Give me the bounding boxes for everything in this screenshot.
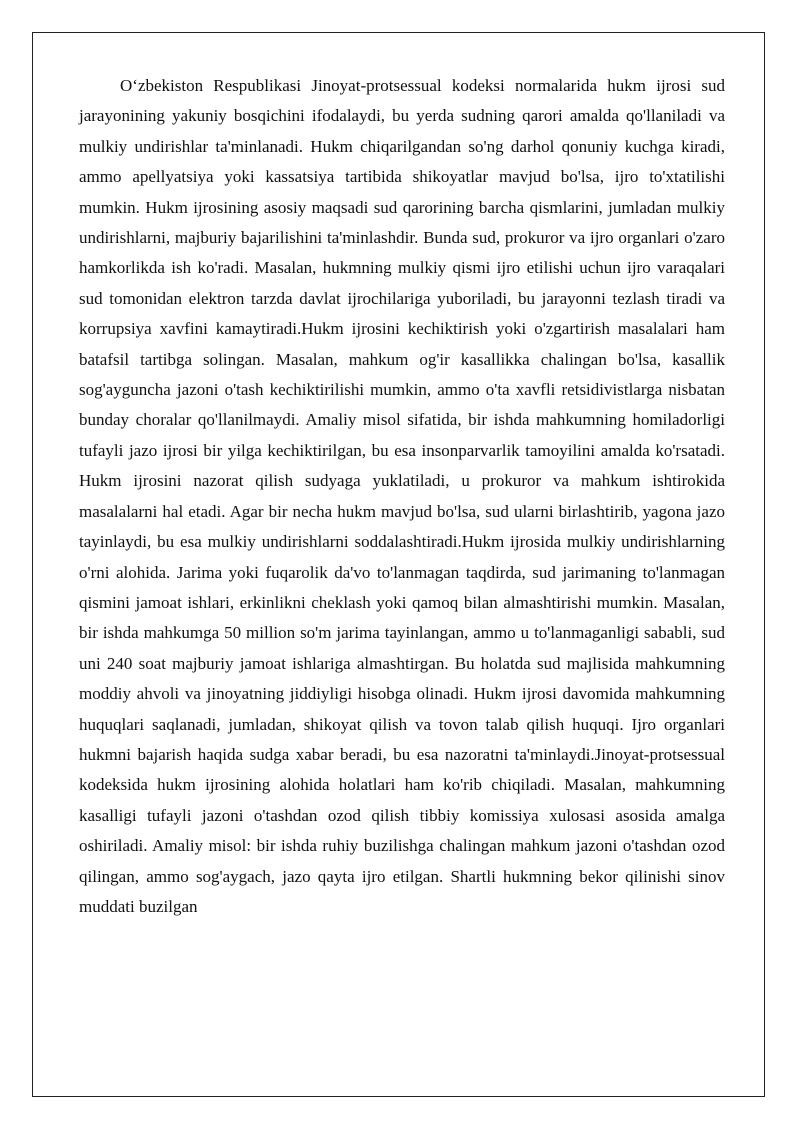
body-paragraph: O‘zbekiston Respublikasi Jinoyat-protsessual kodeksi normalarida hukm ijrosi sud jarayonining yakuniy bosqichini ifodalaydi, bu yerda sudning qarori amalda qo'llaniladi va mulkiy undirishlar ta'minlanadi. Hukm chiqarilgandan so'ng darhol qonuniy kuchga kiradi, ammo apellyatsiya yoki kassatsiya tartibida shikoyatlar mavjud bo'lsa, ijro to'xtatilishi mumkin. Hukm ijrosining asosiy maqsadi sud qarorining barcha qismlarini, jumladan mulkiy undirishlarni, majburiy bajarilishini ta'minlashdir. Bunda sud, prokuror va ijro organlari o'zaro hamkorlikda ish ko'radi. Masalan, hukmning mulkiy qismi ijro etilishi uchun ijro varaqalari sud tomonidan elektron tarzda davlat ijrochilariga yuboriladi, bu jarayonni tezlash tiradi va korrupsiya xavfini kamaytiradi.Hukm ijrosini kechiktirish yoki o'zgartirish masalalari ham batafsil tartibga solingan. Masalan, mahkum og'ir kasallikka chalingan bo'lsa, kasallik sog'ayguncha jazoni o'tash kechiktirilishi mumkin, ammo o'ta xavfli retsidivistlarga nisbatan bunday choralar qo'llanilmaydi. Amaliy misol sifatida, bir ishda mahkumning homiladorligi tufayli jazo ijrosi bir yilga kechiktirilgan, bu esa insonparvarlik tamoyilini amalda ko'rsatadi. Hukm ijrosini nazorat qilish sudyaga yuklatiladi, u prokuror va mahkum ishtirokida masalalarni hal etadi. Agar bir necha hukm mavjud bo'lsa, sud ularni birlashtirib, yagona jazo tayinlaydi, bu esa mulkiy undirishlarni soddalashtiradi.Hukm ijrosida mulkiy undirishlarning o'rni alohida. Jarima yoki fuqarolik da'vo to'lanmagan taqdirda, sud jarimaning to'lanmagan qismini jamoat ishlari, erkinlikni cheklash yoki qamoq bilan almashtirishi mumkin. Masalan, bir ishda mahkumga 50 million so'm jarima tayinlangan, ammo u to'lanmaganligi sababli, sud uni 240 soat majburiy jamoat ishlariga almashtirgan. Bu holatda sud majlisida mahkumning moddiy ahvoli va jinoyatning jiddiyligi hisobga olinadi. Hukm ijrosi davomida mahkumning huquqlari saqlanadi, jumladan, shikoyat qilish va tovon talab qilish huquqi. Ijro organlari hukmni bajarish haqida sudga xabar beradi, bu esa nazoratni ta'minlaydi.Jinoyat-protsessual kodeksida hukm ijrosining alohida holatlari ham ko'rib chiqiladi. Masalan, mahkumning kasalligi tufayli jazoni o'tashdan ozod qilish tibbiy komissiya xulosasi asosida amalga oshiriladi. Amaliy misol: bir ishda ruhiy buzilishga chalingan mahkum jazoni o'tashdan ozod qilingan, ammo sog'aygach, jazo qayta ijro etilgan. Shartli hukmning bekor qilinishi sinov muddati buzilgan: [79, 76, 725, 916]
